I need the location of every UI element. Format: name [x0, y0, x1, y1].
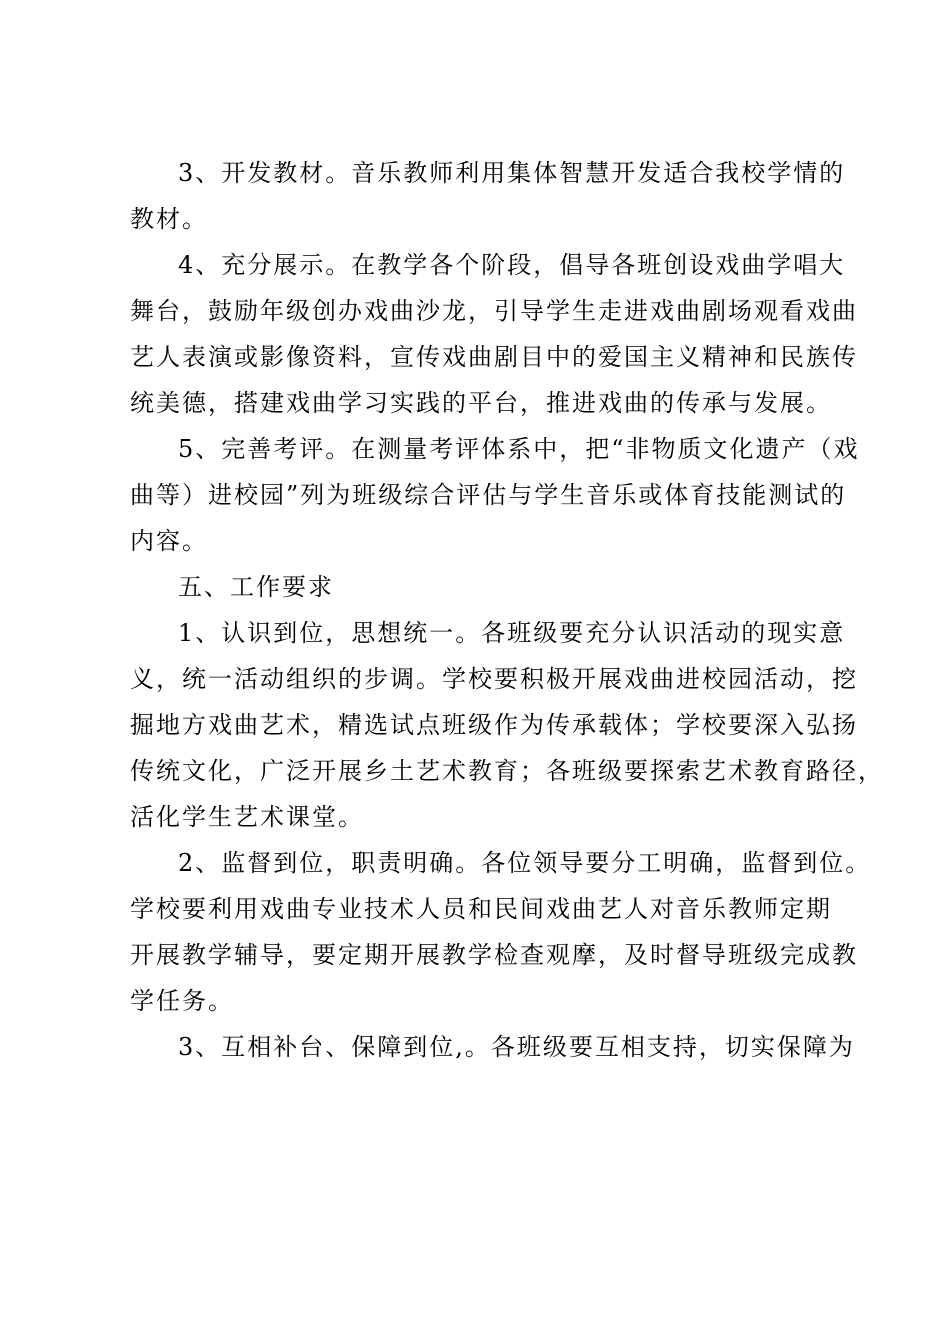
requirement-2-line-1: 2、监督到位，职责明确。各位领导要分工明确，监督到位。	[178, 849, 872, 877]
paragraph-4-line-1: 4、充分展示。在教学各个阶段，倡导各班创设戏曲学唱大	[178, 251, 846, 279]
requirement-3-line-1: 3、互相补台、保障到位,。各班级要互相支持，切实保障为	[178, 1033, 855, 1061]
requirement-1-line-1: 1、认识到位，思想统一。各班级要充分认识活动的现实意	[178, 619, 846, 647]
requirement-2-line-2: 学校要利用戏曲专业技术人员和民间戏曲艺人对音乐教师定期	[130, 895, 832, 923]
paragraph-4-line-4: 统美德，搭建戏曲学习实践的平台，推进戏曲的传承与发展。	[130, 389, 832, 417]
paragraph-5-line-3: 内容。	[130, 527, 208, 555]
requirement-1-line-4: 传统文化，广泛开展乡土艺术教育；各班级要探索艺术教育路径，	[130, 757, 884, 785]
requirement-1-line-5: 活化学生艺术课堂。	[130, 803, 364, 831]
paragraph-4-line-2: 舞台，鼓励年级创办戏曲沙龙，引导学生走进戏曲剧场观看戏曲	[130, 297, 858, 325]
paragraph-5-line-2: 曲等）进校园”列为班级综合评估与学生音乐或体育技能测试的	[130, 481, 847, 509]
paragraph-4-line-3: 艺人表演或影像资料，宣传戏曲剧目中的爱国主义精神和民族传	[130, 343, 858, 371]
requirement-1-line-2: 义，统一活动组织的步调。学校要积极开展戏曲进校园活动，挖	[130, 665, 858, 693]
requirement-1-line-3: 掘地方戏曲艺术，精选试点班级作为传承载体；学校要深入弘扬	[130, 711, 858, 739]
section-heading: 五、工作要求	[178, 573, 334, 601]
paragraph-3-line-2: 教材。	[130, 205, 208, 233]
body-text	[130, 150, 884, 1070]
requirement-2-line-4: 学任务。	[130, 987, 234, 1015]
requirement-2-line-3: 开展教学辅导，要定期开展教学检查观摩，及时督导班级完成教	[130, 941, 858, 969]
paragraph-3-line-1: 3、开发教材。音乐教师利用集体智慧开发适合我校学情的	[178, 159, 846, 187]
paragraph-5-line-1: 5、完善考评。在测量考评体系中，把“非物质文化遗产（戏	[178, 435, 860, 463]
